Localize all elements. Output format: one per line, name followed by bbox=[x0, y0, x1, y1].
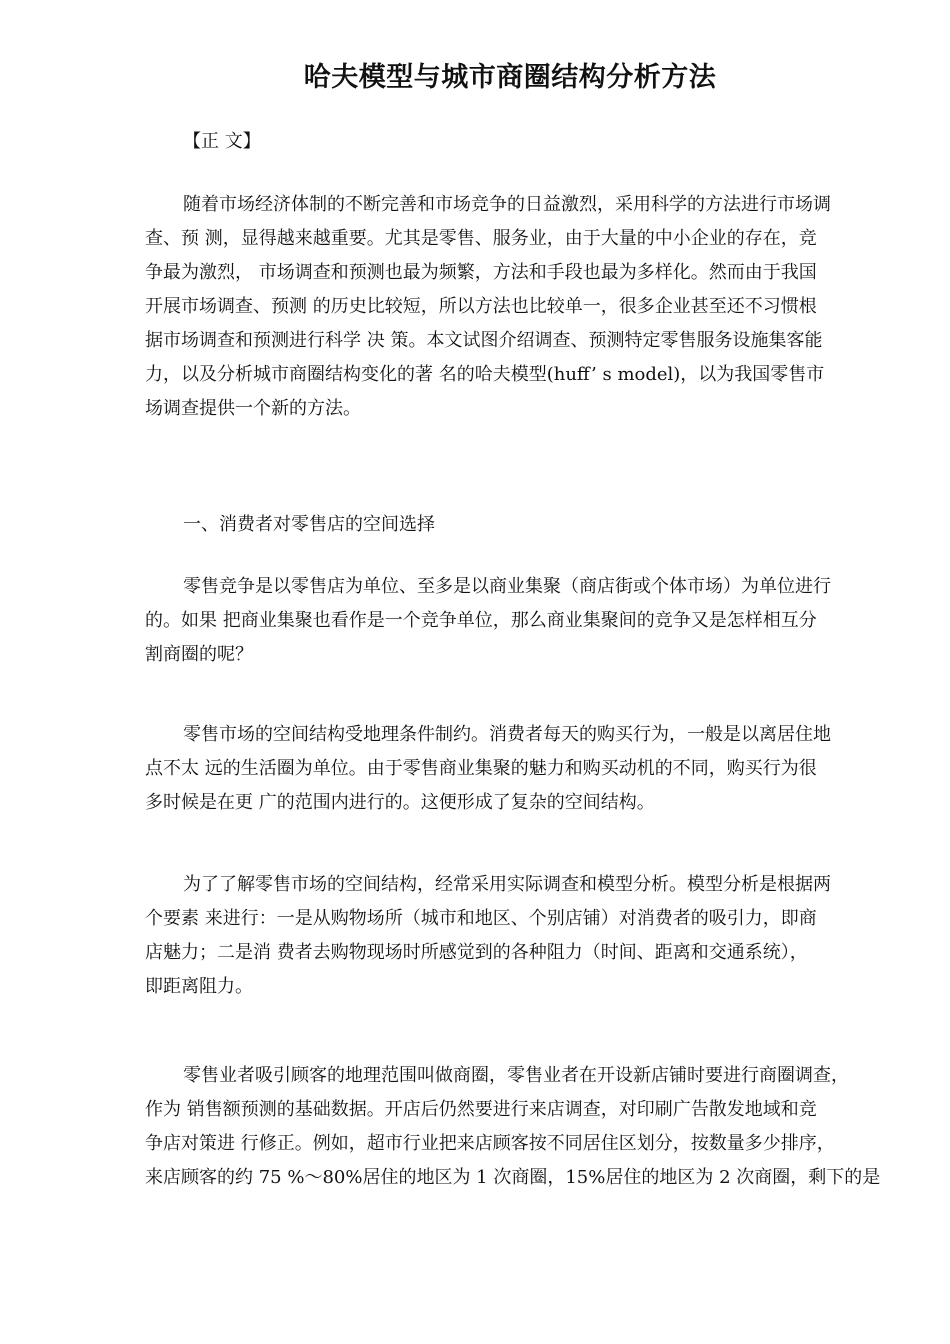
paragraph-line: 的。如果 把商业集聚也看作是一个竞争单位，那么商业集聚间的竞争又是怎样相互分 bbox=[145, 610, 817, 631]
paragraph-trade-area bbox=[145, 1059, 885, 1195]
paragraph-line: 店魅力；二是消 费者去购物现场时所感觉到的各种阻力（时间、距离和交通系统）， bbox=[145, 942, 808, 963]
paragraph-line: 零售业者吸引顾客的地理范围叫做商圈，零售业者在开设新店铺时要进行商圈调查， bbox=[183, 1065, 849, 1086]
paragraph-line: 作为 销售额预测的基础数据。开店后仍然要进行来店调查，对印刷广告散发地域和竞 bbox=[145, 1099, 817, 1120]
paragraph-line: 零售竞争是以零售店为单位、至多是以商业集聚（商店街或个体市场）为单位进行 bbox=[183, 576, 831, 597]
paragraph-line: 点不太 远的生活圈为单位。由于零售商业集聚的魅力和购买动机的不同，购买行为很 bbox=[145, 758, 817, 779]
paragraph-line: 随着市场经济体制的不断完善和市场竞争的日益激烈，采用科学的方法进行市场调 bbox=[183, 194, 831, 215]
paragraph-line: 为了了解零售市场的空间结构，经常采用实际调查和模型分析。模型分析是根据两 bbox=[183, 874, 831, 895]
paragraph-line: 场调查提供一个新的方法。 bbox=[145, 398, 361, 419]
paragraph-model-analysis bbox=[145, 868, 885, 1004]
paragraph-line: 据市场调查和预测进行科学 决 策。本文试图介绍调查、预测特定零售服务设施集客能 bbox=[145, 330, 823, 351]
paragraph-line: 争最为激烈， 市场调查和预测也最为频繁，方法和手段也最为多样化。然而由于我国 bbox=[145, 262, 817, 283]
paragraph-line: 个要素 来进行：一是从购物场所（城市和地区、个别店铺）对消费者的吸引力，即商 bbox=[145, 908, 817, 929]
document-title: 哈夫模型与城市商圈结构分析方法 bbox=[303, 62, 717, 93]
paragraph-line: 争店对策进 行修正。例如，超市行业把来店顾客按不同居住区划分，按数量多少排序， bbox=[145, 1133, 835, 1154]
paragraph-line: 查、预 测，显得越来越重要。尤其是零售、服务业，由于大量的中小企业的存在，竞 bbox=[145, 228, 817, 249]
paragraph-line: 力，以及分析城市商圈结构变化的著 名的哈夫模型(huff’ s model)，以为我国零售市 bbox=[145, 364, 825, 385]
paragraph-line: 割商圈的呢？ bbox=[145, 644, 253, 665]
paragraph-retail-competition bbox=[145, 570, 885, 672]
section-heading: 一、消费者对零售店的空间选择 bbox=[183, 514, 435, 535]
paragraph-line: 零售市场的空间结构受地理条件制约。消费者每天的购买行为，一般是以离居住地 bbox=[183, 724, 831, 745]
paragraph-intro bbox=[145, 188, 885, 426]
paragraph-line: 开展市场调查、预测 的历史比较短，所以方法也比较单一，很多企业甚至还不习惯根 bbox=[145, 296, 817, 317]
paragraph-spatial-structure bbox=[145, 718, 885, 820]
paragraph-line: 即距离阻力。 bbox=[145, 976, 253, 997]
body-label: 【正 文】 bbox=[183, 131, 261, 152]
paragraph-line: 多时候是在更 广的范围内进行的。这便形成了复杂的空间结构。 bbox=[145, 792, 655, 813]
paragraph-line: 来店顾客的约 75 %～80%居住的地区为 1 次商圈，15%居住的地区为 2 次商圈，剩下的是 bbox=[145, 1167, 881, 1188]
